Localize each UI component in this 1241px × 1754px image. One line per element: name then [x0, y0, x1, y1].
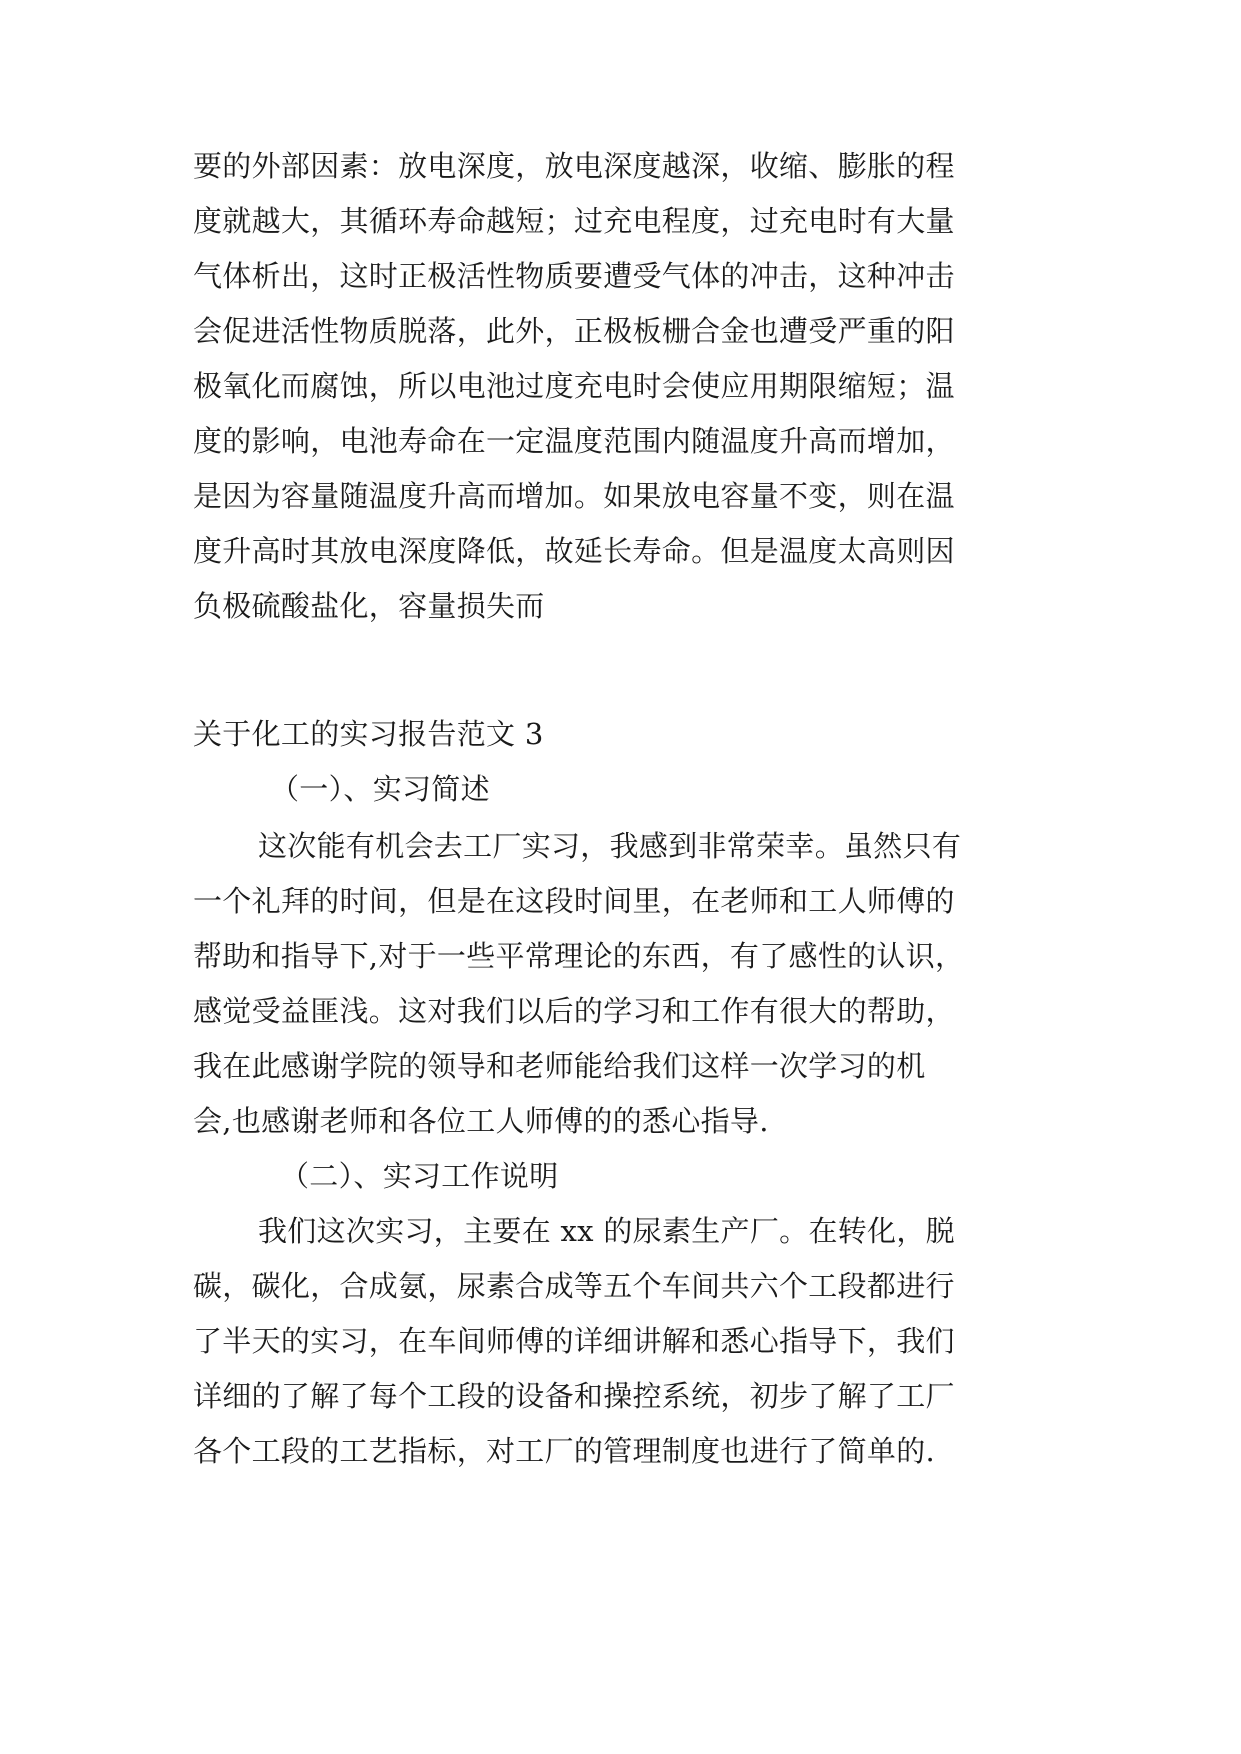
- section-title: 关于化工的实习报告范文 3: [193, 717, 544, 751]
- body-text-line: 一个礼拜的时间，但是在这段时间里，在老师和工人师傅的: [193, 884, 955, 918]
- body-text-line: 是因为容量随温度升高而增加。如果放电容量不变，则在温: [193, 479, 955, 513]
- body-text-line: 度升高时其放电深度降低，故延长寿命。但是温度太高则因: [193, 534, 955, 568]
- body-text-line: 感觉受益匪浅。这对我们以后的学习和工作有很大的帮助，: [193, 994, 955, 1028]
- body-text-line: 帮助和指导下,对于一些平常理论的东西，有了感性的认识，: [193, 939, 965, 973]
- body-text-line: 碳，碳化，合成氨，尿素合成等五个车间共六个工段都进行: [193, 1269, 955, 1303]
- body-text-line: 详细的了解了每个工段的设备和操控系统，初步了解了工厂: [193, 1379, 955, 1413]
- body-text-line: 会促进活性物质脱落，此外，正极板栅合金也遭受严重的阳: [193, 314, 955, 348]
- body-text-line: 负极硫酸盐化，容量损失而: [193, 589, 545, 623]
- body-text-line: 度就越大，其循环寿命越短；过充电程度，过充电时有大量: [193, 204, 955, 238]
- body-text-line: 我们这次实习，主要在 xx 的尿素生产厂。在转化，脱: [258, 1214, 955, 1248]
- body-text-line: 我在此感谢学院的领导和老师能给我们这样一次学习的机: [193, 1049, 926, 1083]
- body-text-line: 度的影响，电池寿命在一定温度范围内随温度升高而增加，: [193, 424, 955, 458]
- body-text-line: 会,也感谢老师和各位工人师傅的的悉心指导.: [193, 1104, 769, 1138]
- body-text-line: 这次能有机会去工厂实习，我感到非常荣幸。虽然只有: [258, 829, 962, 863]
- body-text-line: 要的外部因素：放电深度，放电深度越深，收缩、膨胀的程: [193, 149, 955, 183]
- subsection-heading: （二）、实习工作说明: [280, 1159, 559, 1193]
- body-text-line: 气体析出，这时正极活性物质要遭受气体的冲击，这种冲击: [193, 259, 955, 293]
- body-text-line: 了半天的实习，在车间师傅的详细讲解和悉心指导下，我们: [193, 1324, 955, 1358]
- subsection-heading: （一）、实习简述: [270, 772, 490, 806]
- body-text-line: 极氧化而腐蚀，所以电池过度充电时会使应用期限缩短；温: [193, 369, 955, 403]
- body-text-line: 各个工段的工艺指标，对工厂的管理制度也进行了简单的.: [193, 1434, 936, 1468]
